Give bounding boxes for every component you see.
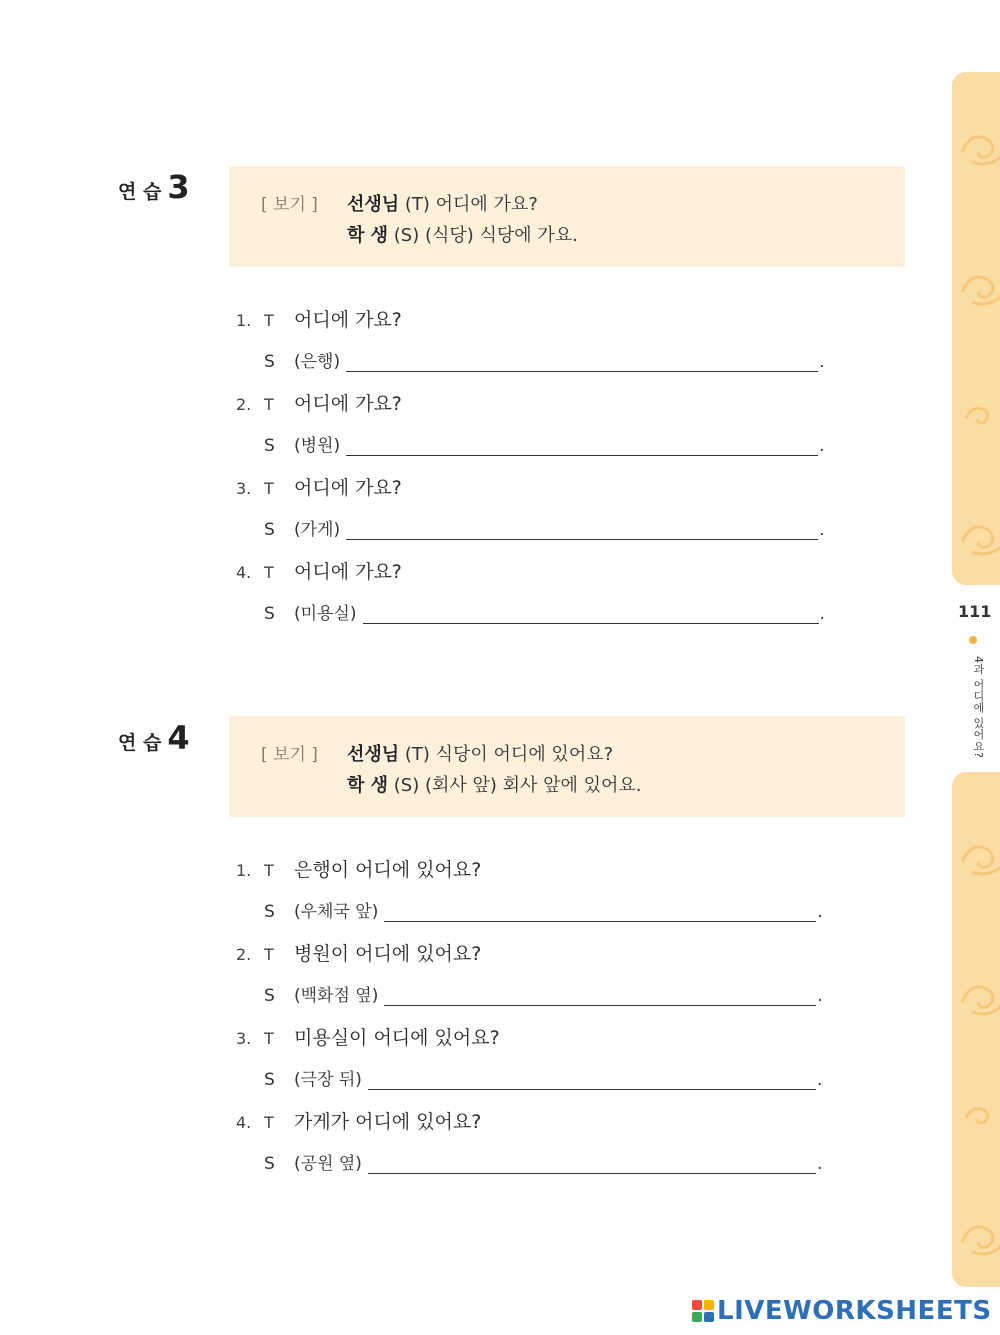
question-text: 어디에 가요? [294,393,402,415]
answer-blank[interactable] [363,605,819,624]
student-marker: S [264,1070,275,1090]
example-text-teacher: (T) 식당이 어디에 있어요? [399,744,614,765]
example-role-teacher: 선생님 [347,194,400,215]
page-dot [969,636,977,644]
cloud-swirl-icon [952,502,1000,572]
teacher-marker: T [264,861,274,880]
answer-period: . [819,520,825,540]
example-line-student [347,771,642,797]
answer-row [264,599,825,624]
question-row [236,389,402,416]
question-row [236,557,402,584]
answer-period: . [817,986,823,1006]
question-text: 은행이 어디에 있어요? [294,859,482,881]
exercise-label-number: 4 [167,719,190,757]
question-row [236,939,481,966]
exercise-label-prefix: 연 습 [118,181,162,203]
answer-row [264,897,823,922]
question-text: 가게가 어디에 있어요? [294,1111,482,1133]
example-role-student: 학 생 [347,225,389,246]
cloud-swirl-icon [952,382,1000,452]
answer-period: . [819,436,825,456]
answer-hint: (은행) [294,352,341,372]
chapter-title: 4과 어디에 있어요? [972,656,985,759]
exercise-label-prefix: 연 습 [118,732,162,754]
answer-hint: (우체국 앞) [294,902,379,922]
student-marker: S [264,352,275,372]
cloud-swirl-icon [952,1082,1000,1152]
example-role-student: 학 생 [347,775,389,796]
question-number: 1. [236,861,252,880]
student-marker: S [264,520,275,540]
example-text-teacher: (T) 어디에 가요? [399,194,538,215]
answer-row [264,1149,822,1174]
answer-blank[interactable] [368,1071,816,1090]
answer-row [264,981,823,1006]
student-marker: S [264,986,275,1006]
exercise-label-number: 3 [167,168,190,206]
teacher-marker: T [264,563,274,582]
answer-period: . [819,352,825,372]
answer-hint: (미용실) [294,604,357,624]
question-number: 3. [236,479,252,498]
answer-hint: (병원) [294,436,341,456]
question-text: 미용실이 어디에 있어요? [294,1027,500,1049]
answer-blank[interactable] [346,353,818,372]
answer-row [264,1065,822,1090]
question-row [236,473,402,500]
student-marker: S [264,436,275,456]
question-number: 2. [236,395,252,414]
exercise-4-label [118,719,190,757]
question-row [236,305,402,332]
teacher-marker: T [264,1029,274,1048]
cloud-swirl-icon [952,252,1000,322]
side-tab-top [952,72,1000,585]
example-line-teacher [347,190,538,216]
answer-blank[interactable] [368,1155,816,1174]
question-row [236,1023,500,1050]
question-number: 1. [236,311,252,330]
example-text-student: (S) (회사 앞) 회사 앞에 있어요. [388,775,642,796]
liveworksheets-logo [692,1296,992,1326]
exercise-3-label [118,168,190,206]
question-number: 4. [236,1113,252,1132]
question-text: 어디에 가요? [294,477,402,499]
example-role-teacher: 선생님 [347,744,400,765]
liveworksheets-grid-icon [692,1300,714,1322]
answer-period: . [817,902,823,922]
question-number: 2. [236,945,252,964]
answer-period: . [819,604,825,624]
teacher-marker: T [264,1113,274,1132]
answer-period: . [816,1154,823,1174]
student-marker: S [264,902,275,922]
answer-row [264,347,825,372]
answer-hint: (백화점 옆) [294,986,379,1006]
question-row [236,1107,481,1134]
cloud-swirl-icon [952,822,1000,892]
question-text: 병원이 어디에 있어요? [294,943,482,965]
page-number: 111 [958,602,992,621]
teacher-marker: T [264,945,274,964]
answer-blank[interactable] [346,437,818,456]
example-tag: [ 보기 ] [261,195,318,215]
teacher-marker: T [264,479,274,498]
question-number: 4. [236,563,252,582]
exercise-4-example-box [229,716,905,817]
answer-row [264,515,825,540]
example-line-teacher [347,740,613,766]
side-tab-bottom [952,772,1000,1287]
example-text-student: (S) (식당) 식당에 가요. [388,225,578,246]
teacher-marker: T [264,395,274,414]
answer-row [264,431,825,456]
cloud-swirl-icon [952,962,1000,1032]
question-row [236,855,481,882]
answer-hint: (공원 옆) [294,1154,362,1174]
question-text: 어디에 가요? [294,309,402,331]
answer-blank[interactable] [384,903,816,922]
brand-text: LIVEWORKSHEETS [717,1296,992,1326]
example-tag: [ 보기 ] [261,745,318,765]
answer-blank[interactable] [346,521,818,540]
student-marker: S [264,604,275,624]
question-text: 어디에 가요? [294,561,402,583]
answer-blank[interactable] [384,987,816,1006]
cloud-swirl-icon [952,112,1000,182]
student-marker: S [264,1154,275,1174]
example-line-student [347,221,578,247]
exercise-3-example-box [229,166,905,267]
teacher-marker: T [264,311,274,330]
answer-period: . [816,1070,823,1090]
question-number: 3. [236,1029,252,1048]
answer-hint: (가게) [294,520,341,540]
answer-hint: (극장 뒤) [294,1070,362,1090]
cloud-swirl-icon [952,1202,1000,1272]
